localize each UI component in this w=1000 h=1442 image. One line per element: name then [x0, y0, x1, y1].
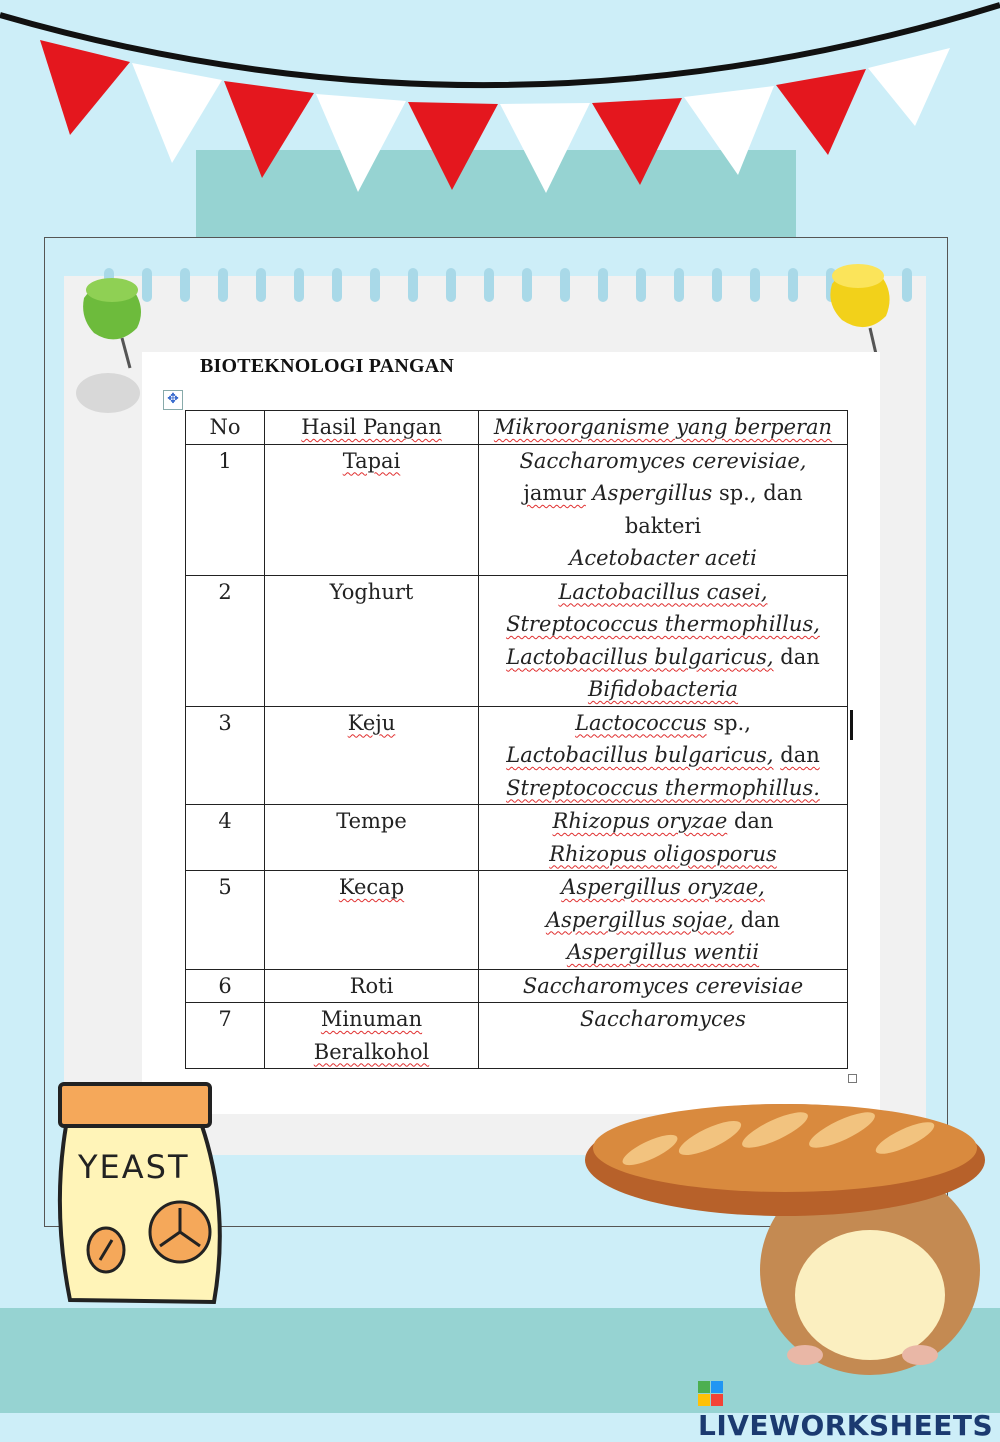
- bunting-flags: [0, 0, 1000, 200]
- table-row: [186, 805, 848, 871]
- table-row: [186, 444, 848, 575]
- cell-hasil: Tapai: [265, 444, 479, 575]
- cell-no: 7: [186, 1003, 265, 1069]
- table-row: [186, 969, 848, 1003]
- table-row: [186, 871, 848, 970]
- header-no: No: [186, 411, 265, 445]
- cell-no: 4: [186, 805, 265, 871]
- table-row: [186, 706, 848, 805]
- cell-no: 3: [186, 706, 265, 805]
- hamster-bread-illustration: [580, 1050, 990, 1380]
- table-row: [186, 575, 848, 706]
- bioteknologi-table: [185, 410, 848, 1069]
- cell-hasil: Roti: [265, 969, 479, 1003]
- cell-hasil: Tempe: [265, 805, 479, 871]
- cell-no: 6: [186, 969, 265, 1003]
- text-cursor: [850, 710, 853, 740]
- cell-no: 5: [186, 871, 265, 970]
- page-title: BIOTEKNOLOGI PANGAN: [200, 355, 455, 377]
- yeast-bag-illustration: [52, 1080, 232, 1312]
- cell-mikro: Aspergillus oryzae, Aspergillus sojae, dan Aspergillus wentii: [479, 871, 848, 970]
- table-move-handle-icon[interactable]: ✥: [163, 390, 183, 410]
- cell-mikro: Rhizopus oryzae dan Rhizopus oligosporus: [479, 805, 848, 871]
- cell-mikro: Saccharomyces cerevisiae, jamur Aspergillus sp., dan bakteri Acetobacter aceti: [479, 444, 848, 575]
- cell-hasil: Keju: [265, 706, 479, 805]
- cell-no: 1: [186, 444, 265, 575]
- table-header-row: [186, 411, 848, 445]
- cell-mikro: Saccharomyces cerevisiae: [479, 969, 848, 1003]
- cell-mikro: Lactobacillus casei, Streptococcus thermophillus, Lactobacillus bulgaricus, dan Bifidobacteria: [479, 575, 848, 706]
- cell-no: 2: [186, 575, 265, 706]
- notepad-binding: [64, 266, 926, 306]
- cell-hasil: Minuman Beralkohol: [265, 1003, 479, 1069]
- header-hasil-pangan: Hasil Pangan: [265, 411, 479, 445]
- cell-hasil: Yoghurt: [265, 575, 479, 706]
- cell-mikro: Lactococcus sp., Lactobacillus bulgaricus, dan Streptococcus thermophillus.: [479, 706, 848, 805]
- cell-mikro: Saccharomyces: [479, 1003, 848, 1069]
- liveworksheets-logo-mark-icon: [698, 1381, 724, 1407]
- cell-hasil: Kecap: [265, 871, 479, 970]
- header-mikroorganisme: Mikroorganisme yang berperan: [479, 411, 848, 445]
- yeast-label: YEAST: [78, 1148, 190, 1186]
- yellow-pushpin-icon: [818, 258, 908, 358]
- liveworksheets-logo: LIVEWORKSHEETS: [698, 1376, 1000, 1442]
